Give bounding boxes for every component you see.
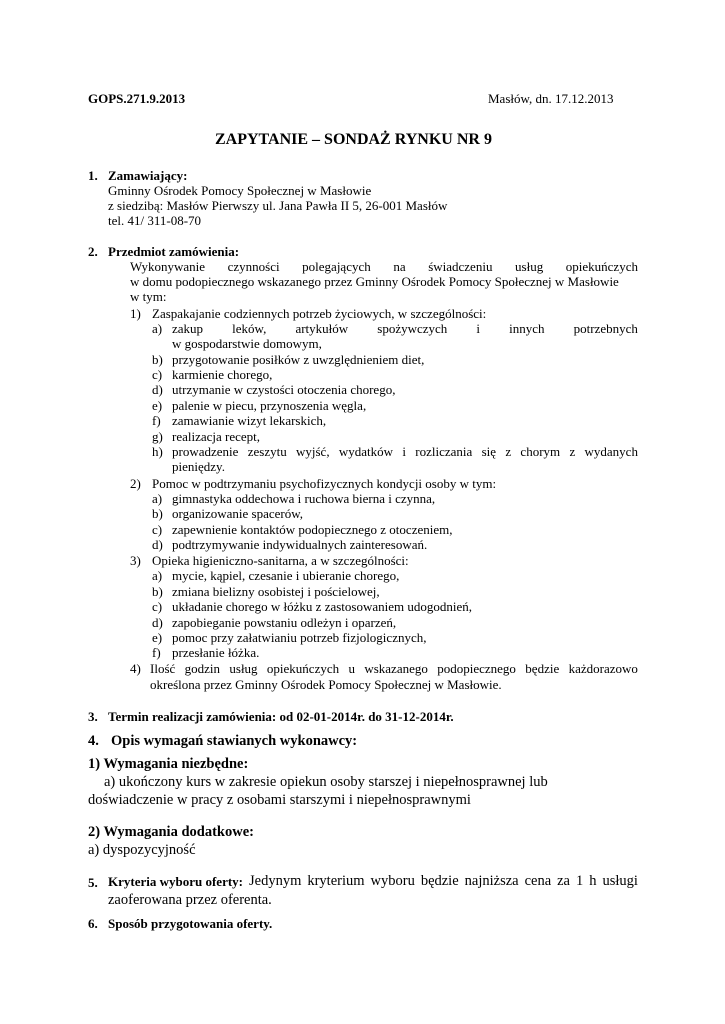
contracting-authority-name: Gminny Ośrodek Pomocy Społecznej w Masłowie: [108, 183, 372, 198]
item-2d-text: podtrzymywanie indywidualnych zainteresowań.: [172, 537, 428, 552]
word: będzie: [420, 873, 459, 889]
section-3-text: Termin realizacji zamówienia: od 02-01-2014r. do 31-12-2014r.: [108, 709, 454, 724]
word: świadczeniu: [428, 259, 493, 274]
additional-heading: 2) Wymagania dodatkowe:: [88, 824, 254, 840]
word: najniższa: [464, 873, 519, 889]
item-1b-text: przygotowanie posiłków z uwzględnieniem diet,: [172, 352, 425, 367]
section-3-number: 3.: [88, 709, 98, 724]
word: z: [505, 444, 512, 459]
required-heading: 1) Wymagania niezbędne:: [88, 756, 249, 772]
item-3d-text: zapobieganie powstaniu odleżyn i oparzeń,: [172, 615, 397, 630]
word: 1: [575, 873, 584, 889]
word: zeszytu: [247, 444, 287, 459]
item-3a-text: mycie, kąpiel, czesanie i ubieranie chorego,: [172, 568, 400, 583]
item-1e-text: palenie w piecu, przynoszenia węgla,: [172, 398, 367, 413]
word: usługi: [602, 873, 638, 889]
item-1c-text: karmienie chorego,: [172, 367, 273, 382]
word: leków,: [232, 321, 267, 336]
section-6-number: 6.: [88, 916, 98, 931]
word: rozliczania: [415, 444, 473, 459]
item-letter: a): [152, 568, 163, 583]
item-1h-line-2: pieniędzy.: [172, 459, 225, 474]
subject-intro-line-1: [130, 259, 638, 274]
item-letter: b): [152, 352, 163, 367]
item-letter: e): [152, 398, 163, 413]
item-3c-text: układanie chorego w łóżku z zastosowaniem udogodnień,: [172, 599, 472, 614]
section-1-number: 1.: [88, 168, 98, 183]
item-3b-text: zmiana bielizny osobistej i pościelowej,: [172, 584, 380, 599]
item-letter: d): [152, 537, 163, 552]
item-3e-text: pomoc przy załatwianiu potrzeb fizjologicznych,: [172, 630, 427, 645]
item-letter: a): [152, 321, 163, 336]
point-1-text: Zaspakajanie codziennych potrzeb życiowych, w szczególności:: [152, 306, 487, 321]
word: zakup: [172, 321, 204, 336]
word: czynności: [227, 259, 280, 274]
section-2-number: 2.: [88, 244, 98, 259]
point-4-line-2: określona przez Gminny Ośrodek Pomocy Społecznej w Masłowie.: [150, 677, 502, 692]
item-1g-text: realizacja recept,: [172, 429, 261, 444]
word: Wykonywanie: [130, 259, 206, 274]
subject-intro-line-2: w domu podopiecznego wskazanego przez Gminny Ośrodek Pomocy Społecznej w Masłowie: [130, 274, 619, 289]
word: Ilość: [150, 661, 176, 676]
item-letter: d): [152, 382, 163, 397]
word: u: [348, 661, 355, 676]
contracting-authority-phone: tel. 41/ 311-08-70: [108, 213, 202, 228]
place-and-date: Masłów, dn. 17.12.2013: [488, 91, 614, 106]
page-title: ZAPYTANIE – SONDAŻ RYNKU NR 9: [215, 131, 492, 148]
word: wyjść,: [296, 444, 330, 459]
word: usług: [229, 661, 258, 676]
word: potrzebnych: [573, 321, 638, 336]
word: wyboru: [370, 873, 415, 889]
point-3-number: 3): [130, 553, 141, 568]
point-4-line-1: [150, 661, 638, 676]
word: i: [402, 444, 406, 459]
word: się: [481, 444, 497, 459]
item-letter: f): [152, 645, 161, 660]
item-letter: f): [152, 413, 161, 428]
word: chorym: [520, 444, 561, 459]
section-1-heading: Zamawiający:: [108, 168, 188, 183]
word: wydanych: [584, 444, 638, 459]
item-1f-text: zamawianie wizyt lekarskich,: [172, 413, 327, 428]
item-letter: b): [152, 584, 163, 599]
item-2b-text: organizowanie spacerów,: [172, 506, 304, 521]
item-letter: c): [152, 599, 163, 614]
word: kryterium: [307, 873, 365, 889]
required-line-1: a) ukończony kurs w zakresie opiekun osoby starszej i niepełnosprawnej lub: [104, 774, 548, 790]
word: usług: [515, 259, 544, 274]
item-3f-text: przesłanie łóżka.: [172, 645, 260, 660]
contracting-authority-address: z siedzibą: Masłów Pierwszy ul. Jana Pawła II 5, 26-001 Masłów: [108, 198, 448, 213]
item-1a-line-2: w gospodarstwie domowym,: [172, 336, 322, 351]
additional-line-1: a) dyspozycyjność: [88, 842, 196, 858]
item-letter: b): [152, 506, 163, 521]
item-letter: d): [152, 615, 163, 630]
document-reference: GOPS.271.9.2013: [88, 91, 186, 106]
word: polegających: [302, 259, 371, 274]
word: spożywczych: [377, 321, 448, 336]
item-letter: a): [152, 491, 163, 506]
section-5-line-2: zaoferowana przez oferenta.: [108, 892, 272, 908]
required-line-2: doświadczenie w pracy z osobami starszymi i niepełnosprawnymi: [88, 792, 471, 808]
word: Jedynym: [249, 873, 302, 889]
section-2-heading: Przedmiot zamówienia:: [108, 244, 240, 259]
item-letter: g): [152, 429, 163, 444]
item-2a-text: gimnastyka oddechowa i ruchowa bierna i czynna,: [172, 491, 436, 506]
item-2c-text: zapewnienie kontaktów podopiecznego z otoczeniem,: [172, 522, 453, 537]
word: będzie: [525, 661, 560, 676]
word: i: [476, 321, 481, 336]
section-4-text: Opis wymagań stawianych wykonawcy:: [111, 733, 358, 749]
word: innych: [509, 321, 545, 336]
subject-intro-line-3: w tym:: [130, 289, 167, 304]
section-4-number: 4.: [88, 733, 99, 749]
word: artykułów: [295, 321, 349, 336]
section-6-text: Sposób przygotowania oferty.: [108, 916, 273, 931]
point-2-number: 2): [130, 476, 141, 491]
word: cena: [524, 873, 552, 889]
word: h: [589, 873, 597, 889]
item-1h-line-1: [172, 444, 638, 459]
word: za: [557, 873, 570, 889]
word: na: [393, 259, 406, 274]
word: prowadzenie: [172, 444, 239, 459]
word: godzin: [184, 661, 221, 676]
word: wskazanego: [364, 661, 428, 676]
word: opiekuńczych: [565, 259, 638, 274]
point-4-number: 4): [130, 661, 141, 676]
criteria-label: Kryteria wyboru oferty:: [108, 874, 244, 889]
item-1a-line-1: [172, 321, 638, 336]
item-letter: h): [152, 444, 163, 459]
item-1d-text: utrzymanie w czystości otoczenia chorego,: [172, 382, 396, 397]
word: podopiecznego: [437, 661, 516, 676]
word: opiekuńczych: [266, 661, 340, 676]
item-letter: c): [152, 367, 163, 382]
section-5-number: 5.: [88, 875, 98, 890]
point-2-text: Pomoc w podtrzymaniu psychofizycznych kondycji osoby w tym:: [152, 476, 497, 491]
item-letter: c): [152, 522, 163, 537]
item-letter: e): [152, 630, 163, 645]
word: każdorazowo: [568, 661, 638, 676]
word: wydatków: [338, 444, 394, 459]
point-3-text: Opieka higieniczno-sanitarna, a w szczególności:: [152, 553, 409, 568]
section-5-line-1: [108, 874, 638, 889]
word: z: [569, 444, 576, 459]
point-1-number: 1): [130, 306, 141, 321]
